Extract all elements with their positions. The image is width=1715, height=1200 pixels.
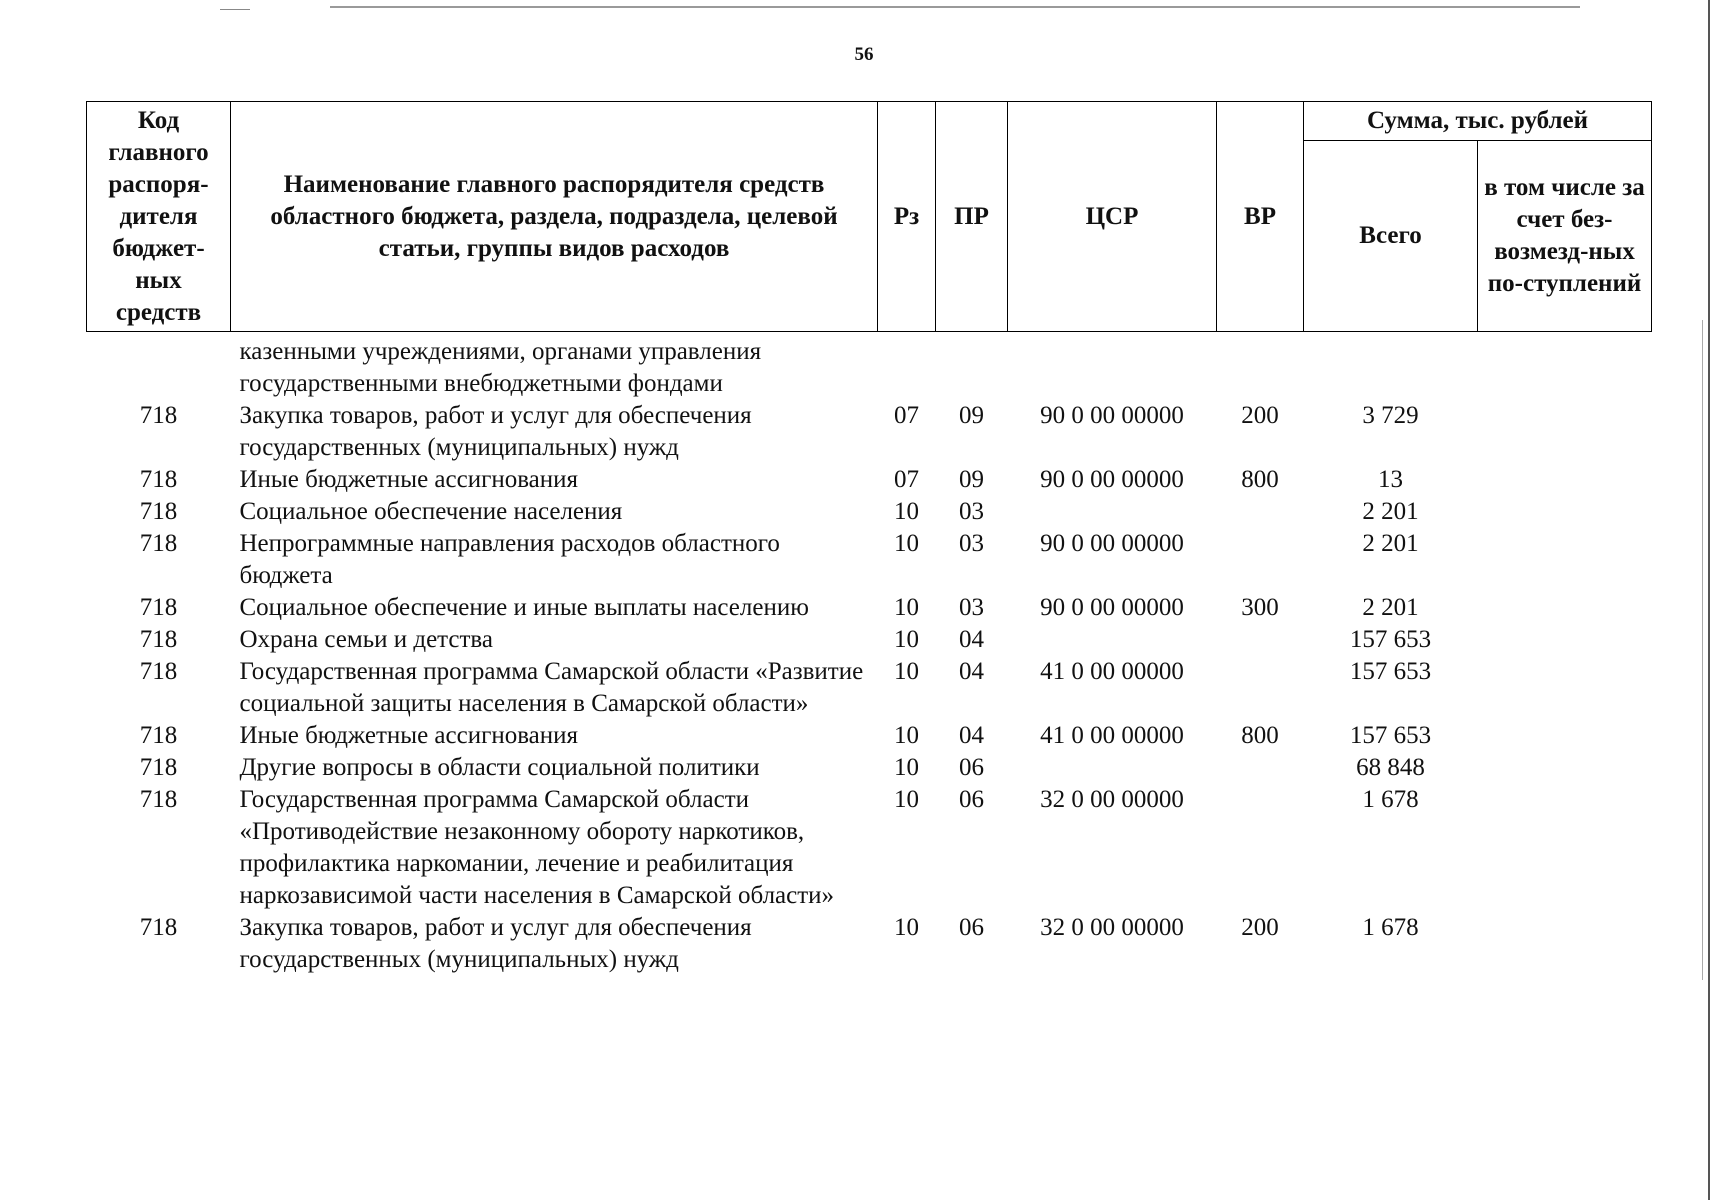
header-rz: Рз (878, 102, 936, 332)
cell-csr (1008, 624, 1217, 656)
cell-name: Охрана семьи и детства (239, 626, 493, 653)
cell-code: 718 (139, 914, 178, 941)
cell-name: Социальное обеспечение и иные выплаты населению (239, 594, 809, 621)
cell-incl (1478, 400, 1652, 464)
table-row (87, 496, 1652, 528)
table-row (87, 656, 1652, 720)
cell-rz: 10 (894, 626, 919, 653)
cell-vr: 300 (1241, 594, 1279, 621)
cell-csr (1008, 752, 1217, 784)
cell-code: 718 (139, 466, 178, 493)
cell-csr: 90 0 00 00000 (1040, 402, 1184, 429)
cell-name: Закупка товаров, работ и услуг для обеспечения государственных (муниципальных) нужд (239, 914, 752, 973)
cell-pr: 06 (959, 786, 984, 813)
cell-rz: 07 (894, 402, 919, 429)
cell-name: Иные бюджетные ассигнования (239, 466, 579, 493)
cell-total: 1 678 (1362, 914, 1419, 941)
cell-total (1304, 332, 1478, 401)
header-incl: в том числе за счет без-возмезд-ных по-ступлений (1478, 141, 1652, 332)
header-code: Код главного распоря-дителя бюджет-ных средств (87, 102, 231, 332)
cell-incl (1478, 464, 1652, 496)
cell-total: 2 201 (1362, 594, 1419, 621)
page-number: 56 (854, 44, 874, 65)
cell-incl (1478, 592, 1652, 624)
cell-vr: 200 (1241, 402, 1279, 429)
cell-total: 13 (1378, 466, 1403, 493)
cell-code: 718 (139, 594, 178, 621)
cell-name: Социальное обеспечение населения (239, 498, 623, 525)
cell-csr: 32 0 00 00000 (1040, 914, 1184, 941)
header-total: Всего (1304, 141, 1478, 332)
cell-code: 718 (139, 402, 178, 429)
cell-total: 68 848 (1356, 754, 1425, 781)
scan-page-edge (1708, 0, 1710, 1200)
cell-csr (1008, 332, 1217, 401)
cell-code: 718 (139, 530, 178, 557)
cell-name: Иные бюджетные ассигнования (239, 722, 579, 749)
cell-incl (1478, 752, 1652, 784)
cell-csr: 32 0 00 00000 (1040, 786, 1184, 813)
scan-artifact-line (330, 6, 1580, 8)
scan-artifact-line (220, 9, 250, 10)
table-row (87, 720, 1652, 752)
cell-rz: 10 (894, 530, 919, 557)
table-row (87, 624, 1652, 656)
cell-name: Другие вопросы в области социальной политики (239, 754, 760, 781)
cell-incl (1478, 784, 1652, 912)
table-row (87, 592, 1652, 624)
cell-rz: 10 (894, 786, 919, 813)
cell-incl (1478, 720, 1652, 752)
cell-incl (1478, 656, 1652, 720)
cell-csr: 41 0 00 00000 (1040, 658, 1184, 685)
cell-pr: 09 (959, 402, 984, 429)
cell-code: 718 (139, 754, 178, 781)
cell-pr: 06 (959, 914, 984, 941)
header-vr: ВР (1217, 102, 1304, 332)
cell-vr (1217, 752, 1304, 784)
header-csr: ЦСР (1008, 102, 1217, 332)
cell-incl (1478, 332, 1652, 401)
cell-pr: 04 (959, 658, 984, 685)
cell-rz: 10 (894, 754, 919, 781)
cell-vr (1217, 496, 1304, 528)
cell-total: 2 201 (1362, 498, 1419, 525)
cell-total: 157 653 (1349, 626, 1432, 653)
table-row (87, 912, 1652, 976)
cell-rz: 10 (894, 722, 919, 749)
cell-vr: 800 (1241, 466, 1279, 493)
header-sum: Сумма, тыс. рублей (1304, 102, 1652, 141)
cell-pr (936, 332, 1008, 401)
cell-name: Непрограммные направления расходов областного бюджета (239, 530, 780, 589)
cell-vr: 200 (1241, 914, 1279, 941)
cell-csr (1008, 496, 1217, 528)
cell-pr: 03 (959, 530, 984, 557)
cell-vr (1217, 624, 1304, 656)
cell-incl (1478, 496, 1652, 528)
cell-vr (1217, 332, 1304, 401)
cell-total: 157 653 (1349, 722, 1432, 749)
cell-rz: 10 (894, 498, 919, 525)
cell-pr: 04 (959, 626, 984, 653)
header-pr: ПР (936, 102, 1008, 332)
cell-total: 1 678 (1362, 786, 1419, 813)
cell-code: 718 (139, 498, 178, 525)
cell-code: 718 (139, 626, 178, 653)
cell-rz: 07 (894, 466, 919, 493)
cell-incl (1478, 912, 1652, 976)
budget-table (86, 101, 1652, 976)
table-row (87, 528, 1652, 592)
cell-csr: 41 0 00 00000 (1040, 722, 1184, 749)
cell-pr: 03 (959, 498, 984, 525)
cell-pr: 04 (959, 722, 984, 749)
cell-name: Закупка товаров, работ и услуг для обеспечения государственных (муниципальных) нужд (239, 402, 752, 461)
table-header (87, 102, 1652, 332)
cell-vr: 800 (1241, 722, 1279, 749)
cell-name: казенными учреждениями, органами управления государственными внебюджетными фондами (239, 338, 762, 397)
header-name: Наименование главного распорядителя средств областного бюджета, раздела, подраздела, целевой статьи, группы видов расходов (231, 102, 878, 332)
cell-rz: 10 (894, 594, 919, 621)
table-row (87, 332, 1652, 401)
cell-code (87, 332, 231, 401)
cell-code: 718 (139, 658, 178, 685)
cell-name: Государственная программа Самарской области «Противодействие незаконному обороту наркотиков, профилактика наркомании, лечение и реабилитация наркозависимой части населения в Самарской области» (239, 786, 835, 909)
table-row (87, 464, 1652, 496)
cell-total: 2 201 (1362, 530, 1419, 557)
cell-code: 718 (139, 722, 178, 749)
cell-code: 718 (139, 786, 178, 813)
cell-rz (878, 332, 936, 401)
cell-total: 3 729 (1362, 402, 1419, 429)
cell-pr: 09 (959, 466, 984, 493)
cell-csr: 90 0 00 00000 (1040, 466, 1184, 493)
cell-name: Государственная программа Самарской области «Развитие социальной защиты населения в Самарской области» (239, 658, 864, 717)
table-body (87, 332, 1652, 977)
cell-pr: 03 (959, 594, 984, 621)
cell-total: 157 653 (1349, 658, 1432, 685)
scan-page-edge (1702, 320, 1703, 980)
cell-incl (1478, 528, 1652, 592)
cell-vr (1217, 784, 1304, 912)
cell-vr (1217, 528, 1304, 592)
cell-vr (1217, 656, 1304, 720)
table-row (87, 784, 1652, 912)
table-row (87, 400, 1652, 464)
table-row (87, 752, 1652, 784)
cell-incl (1478, 624, 1652, 656)
cell-csr: 90 0 00 00000 (1040, 594, 1184, 621)
cell-pr: 06 (959, 754, 984, 781)
cell-rz: 10 (894, 914, 919, 941)
cell-csr: 90 0 00 00000 (1040, 530, 1184, 557)
cell-rz: 10 (894, 658, 919, 685)
